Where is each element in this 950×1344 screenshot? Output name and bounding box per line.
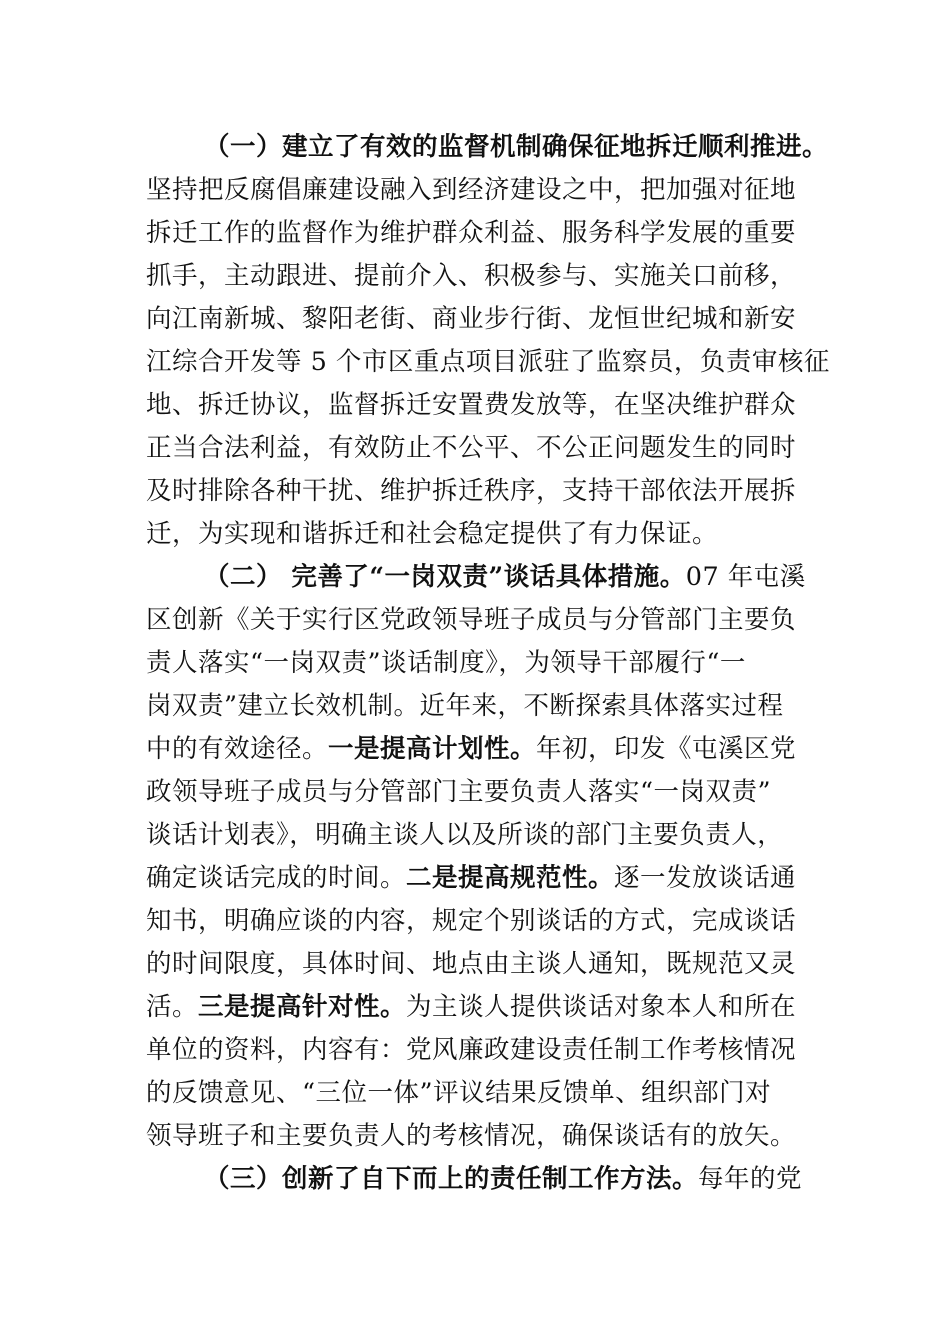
text-line [146,1029,806,1072]
text-line [146,513,806,556]
body-text-segment: 迁，为实现和谐拆迁和社会稳定提供了有力保证。 [146,519,719,549]
body-text-segment: 区创新《关于实行区党政领导班子成员与分管部门主要负 [146,605,797,635]
body-text-segment: 岗双责”建立长效机制。近年来，不断探索具体落实过程 [146,691,784,721]
body-text-segment: 的反馈意见、“三位一体”评议结果反馈单、组织部门对 [146,1078,772,1108]
text-line [146,427,806,470]
body-text-segment: 地、拆迁协议，监督拆迁安置费发放等，在坚决维护群众 [146,390,797,420]
body-text-segment: 政领导班子成员与分管部门主要负责人落实“一岗双责” [146,777,772,807]
text-line [146,341,830,384]
body-text-segment: 的时间限度，具体时间、地点由主谈人通知，既规范又灵 [146,949,797,979]
text-line [146,599,806,642]
text-line [146,943,806,986]
text-line [146,212,806,255]
text-line [146,470,806,513]
bold-heading-text: 二是提高规范性。 [406,863,615,893]
body-text-segment: 确定谈话完成的时间。 [146,863,407,893]
bold-heading-text: （二） 完善了“一岗双责”谈话具体措施。 [204,562,686,592]
body-text-segment: 谈话计划表》，明确主谈人以及所谈的部门主要负责人， [146,820,784,850]
paragraph-first-line [146,1158,806,1201]
body-text-segment: 正当合法利益，有效防止不公平、不公正问题发生的同时 [146,433,797,463]
body-text-segment: 坚持把反腐倡廉建设融入到经济建设之中，把加强对征地 [146,175,797,205]
body-text-segment: 责人落实“一岗双责”谈话制度》，为领导干部履行“一 [146,648,746,678]
text-line [146,771,806,814]
text-line [146,986,806,1029]
text-line [146,857,806,900]
body-text-segment: 每年的党 [698,1164,803,1194]
body-text-segment: 07 年屯溪 [685,562,806,592]
text-line [146,685,806,728]
text-line [146,642,806,685]
text-line [146,384,806,427]
body-text-segment: 拆迁工作的监督作为维护群众利益、服务科学发展的重要 [146,218,797,248]
body-text [146,126,830,1201]
text-line [146,728,806,771]
text-line [146,900,806,943]
body-text-segment: 中的有效途径。 [146,734,329,764]
body-text-segment: 领导班子和主要负责人的考核情况，确保谈话有的放矢。 [146,1121,797,1151]
text-line [146,814,806,857]
body-text-segment: 活。 [146,992,199,1022]
text-line [146,1072,806,1115]
body-text-segment: 为主谈人提供谈话对象本人和所在 [406,992,797,1022]
paragraph-first-line [146,556,806,599]
text-line [146,169,806,212]
bold-heading-text: 三是提高针对性。 [198,992,407,1022]
body-text-segment: 及时排除各种干扰、维护拆迁秩序，支持干部依法开展拆 [146,476,797,506]
body-text-segment: 江综合开发等 5 个市区重点项目派驻了监察员，负责审核征 [146,347,830,377]
text-line [146,1115,806,1158]
text-line [146,255,806,298]
paragraph-first-line [146,126,829,169]
body-text-segment: 知书，明确应谈的内容，规定个别谈话的方式，完成谈话 [146,906,797,936]
body-text-segment: 向江南新城、黎阳老街、商业步行街、龙恒世纪城和新安 [146,304,797,334]
body-text-segment: 年初，印发《屯溪区党 [536,734,797,764]
bold-heading-text: 一是提高计划性。 [328,734,537,764]
bold-heading-text: （三）创新了自下而上的责任制工作方法。 [204,1164,699,1194]
body-text-segment: 抓手，主动跟进、提前介入、积极参与、实施关口前移， [146,261,797,291]
text-line [146,298,806,341]
bold-heading-text: （一）建立了有效的监督机制确保征地拆迁顺利推进。 [204,132,829,162]
body-text-segment: 单位的资料，内容有：党风廉政建设责任制工作考核情况 [146,1035,797,1065]
body-text-segment: 逐一发放谈话通 [614,863,797,893]
